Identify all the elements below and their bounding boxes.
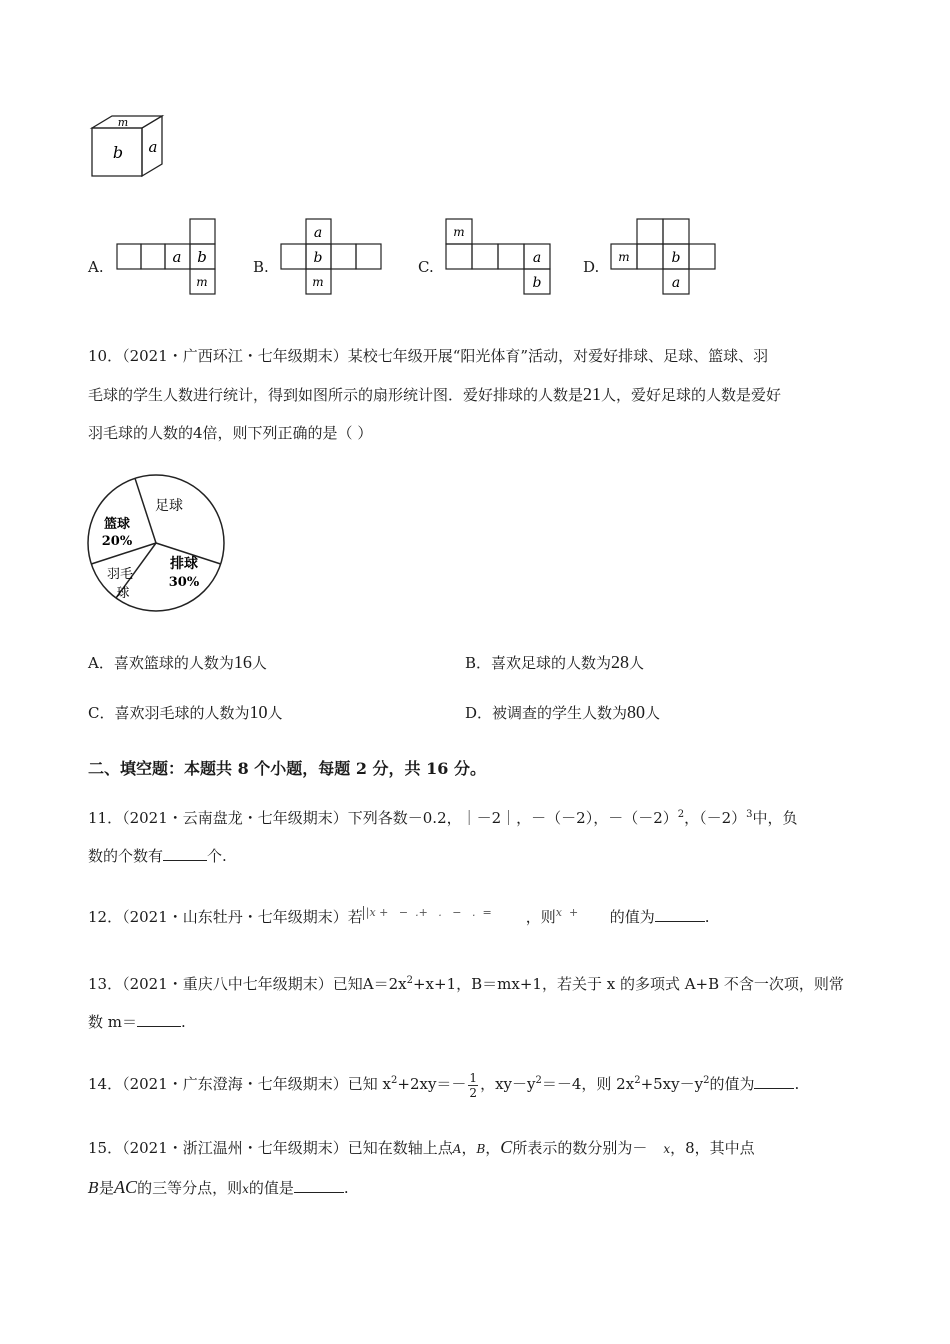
cube-top-letter: m: [117, 116, 129, 129]
net-c-face-m: m: [453, 225, 465, 239]
question-12: 12．（2021・山东牡丹・七年级期末）若 |x + − .+ . − . = ，则x + 的值为 .: [88, 906, 710, 926]
net-a-face-a: a: [172, 248, 182, 266]
q13-line1: 13．（2021・重庆八中七年级期末）已知$A=2x^2+x+1$，B＝mx+1，若关于 x 的多项式 A+B 不含一次项，则常: [88, 975, 844, 993]
question-15: [88, 1128, 868, 1208]
cube-side-letter: a: [148, 138, 158, 156]
question-14: 14．（2021・广东澄海・七年级期末）已知 $x^2+2xy=-$ $\frac{1}{2}$ ，$xy-y^2=-4$，则 $2x^2+5xy-y^2$的值为 .: [88, 1070, 800, 1100]
pie-divider-zuqiu-lanqiu: [135, 478, 156, 543]
section-2-heading: 二、填空题：本题共 8 个小题，每题 2 分，共 16 分。: [88, 759, 486, 778]
q10-option-a[interactable]: A．喜欢篮球的人数为16人: [88, 652, 267, 672]
q10-option-d[interactable]: D．被调查的学生人数为80人: [465, 702, 661, 722]
net-c-face-a: a: [532, 250, 542, 266]
pie-label-yumao: 羽毛: [106, 567, 134, 582]
net-b-face-m: m: [312, 275, 324, 289]
pie-chart: [86, 472, 226, 614]
q10-option-b[interactable]: B．喜欢足球的人数为28人: [465, 652, 645, 672]
q14-answer-blank[interactable]: [754, 1074, 794, 1089]
pie-pct-paiqiu: 30%: [168, 575, 200, 590]
net-a-face-b: b: [197, 248, 207, 266]
q12-expression: |x + − .+ . − . =: [363, 906, 526, 920]
q10-line1: 10．（2021・广西环江・七年级期末）某校七年级开展“阳光体育”活动，对爱好排球、足球、篮球、羽: [88, 347, 769, 365]
question-13: [88, 962, 868, 1041]
net-d-face-a: a: [671, 275, 681, 291]
net-d-face-m: m: [618, 250, 630, 264]
q10-option-c[interactable]: C．喜欢羽毛球的人数为10人: [88, 702, 283, 722]
q11-line2: 数的个数有 个.: [88, 847, 227, 865]
net-d-face-b: b: [671, 250, 681, 266]
question-11: [88, 796, 868, 875]
q10-line2: 毛球的学生人数进行统计，得到如图所示的扇形统计图．爱好排球的人数是21人，爱好足球的人数是爱好: [88, 384, 782, 404]
pie-label-lanqiu: 篮球: [103, 517, 131, 532]
question-10: [88, 337, 868, 452]
net-c-face-b: b: [532, 275, 542, 291]
q14-fraction: $\frac{1}{2}$: [469, 1070, 478, 1100]
net-a[interactable]: [115, 218, 220, 298]
net-b-label[interactable]: B.: [253, 258, 269, 276]
net-a-label[interactable]: A.: [88, 258, 104, 276]
pie-label-paiqiu: 排球: [170, 556, 198, 572]
q15-line1: 15．（2021・浙江温州・七年级期末）已知在数轴上点A，B，C所表示的数分别为－ x，8，其中点: [88, 1137, 755, 1157]
pie-pct-lanqiu: 20%: [101, 534, 133, 549]
net-d[interactable]: [609, 218, 719, 298]
net-b[interactable]: [279, 218, 384, 298]
q12-expression-2: x +: [555, 906, 579, 919]
q11-answer-blank[interactable]: [163, 846, 207, 861]
pie-label-qiu: 球: [116, 586, 130, 601]
net-b-face-a: a: [313, 225, 323, 241]
q11-line1: 11．（2021・云南盘龙・七年级期末）下列各数－0.2，｜－2｜，－（－2），$-(-2)^2$，$(-2)^3$中，负: [88, 809, 798, 827]
q12-answer-blank[interactable]: [655, 907, 705, 922]
q15-answer-blank[interactable]: [294, 1178, 344, 1193]
net-b-face-b: b: [313, 250, 323, 266]
pie-label-zuqiu: 足球: [155, 498, 183, 514]
q13-line2: 数 m＝ .: [88, 1013, 186, 1031]
cube-front-letter: b: [112, 143, 124, 162]
net-c-label[interactable]: C.: [418, 258, 434, 276]
q15-line2: B是AC的三等分点，则x的值是 .: [88, 1177, 349, 1197]
net-a-face-m: m: [196, 275, 208, 289]
cube-figure: [86, 112, 176, 182]
net-d-label[interactable]: D.: [583, 258, 600, 276]
net-c[interactable]: [444, 218, 554, 298]
q13-answer-blank[interactable]: [137, 1012, 181, 1027]
q10-line3: 羽毛球的人数的4倍，则下列正确的是（ ）: [88, 424, 373, 442]
